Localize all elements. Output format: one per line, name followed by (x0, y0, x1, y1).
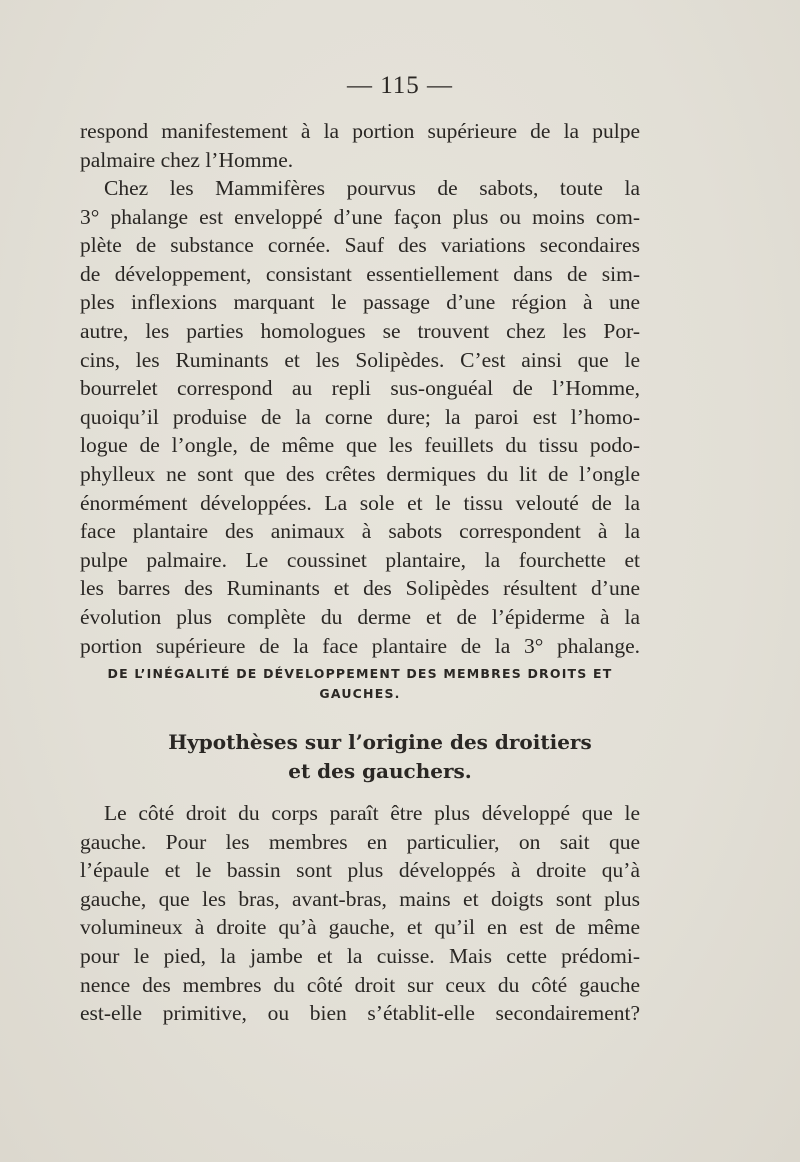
text-line: volumineux à droite qu’à gauche, et qu’il en est de même (80, 915, 640, 940)
text-line: cins, les Ruminants et les Solipèdes. C’est ainsi que le (80, 347, 640, 372)
text-line: l’épaule et le bassin sont plus développés à droite qu’à (80, 858, 640, 883)
text-line: les barres des Ruminants et des Solipèdes résultent d’une (80, 576, 640, 601)
text-line: gauche. Pour les membres en particulier, on sait que (80, 829, 640, 854)
text-line: ples inflexions marquant le passage d’une région à une (80, 290, 640, 315)
subsection-heading (100, 728, 660, 786)
section-title-line: GAUCHES. (319, 686, 401, 701)
subsection-heading-line: et des gauchers. (288, 759, 472, 783)
text-line: pulpe palmaire. Le coussinet plantaire, la fourchette et (80, 547, 640, 572)
text-line: quoiqu’il produise de la corne dure; la paroi est l’homo- (80, 404, 640, 429)
text-line: plète de substance cornée. Sauf des variations secondaires (80, 233, 640, 258)
text-line: autre, les parties homologues se trouvent chez les Por- (80, 318, 640, 343)
section-title-line: DE L’INÉGALITÉ DE DÉVELOPPEMENT DES MEMBRES DROITS ET (107, 666, 613, 681)
text-line: respond manifestement à la portion supérieure de la pulpe (80, 119, 640, 143)
page-number: — 115 — (346, 72, 454, 99)
text-line: nence des membres du côté droit sur ceux du côté gauche (80, 972, 640, 997)
text-line: de développement, consistant essentiellement dans de sim- (80, 261, 640, 286)
text-line: phylleux ne sont que des crêtes dermiques du lit de l’ongle (80, 461, 640, 486)
paragraph-right-side (80, 799, 640, 1028)
text-line: bourrelet correspond au repli sus-onguéal de l’Homme, (80, 376, 640, 401)
text-line: pour le pied, la jambe et la cuisse. Mais cette prédomi- (80, 943, 640, 968)
text-line: portion supérieure de la face plantaire de la 3° phalange. (80, 633, 640, 658)
text-line: gauche, que les bras, avant-bras, mains et doigts sont plus (80, 886, 640, 911)
text-line: logue de l’ongle, de même que les feuillets du tissu podo- (80, 433, 640, 458)
text-line: Chez les Mammifères pourvus de sabots, toute la (104, 176, 640, 200)
text-line: Le côté droit du corps paraît être plus développé que le (104, 801, 640, 825)
text-line: énormément développées. La sole et le tissu velouté de la (80, 490, 640, 515)
subsection-heading-line: Hypothèses sur l’origine des droitiers (168, 730, 592, 754)
text-line: est-elle primitive, ou bien s’établit-elle secondairement? (80, 1001, 640, 1026)
text-line: 3° phalange est enveloppé d’une façon plus ou moins com- (80, 204, 640, 229)
paragraph (80, 799, 640, 1028)
section-title (100, 664, 620, 704)
paragraph (80, 117, 640, 174)
paragraph-continuation (80, 117, 640, 174)
text-line: évolution plus complète du derme et de l’épiderme à la (80, 604, 640, 629)
paragraph-hoofed-mammals (80, 174, 640, 660)
text-line: face plantaire des animaux à sabots correspondent à la (80, 519, 640, 544)
text-line: palmaire chez l’Homme. (80, 147, 294, 172)
paragraph (80, 174, 640, 660)
